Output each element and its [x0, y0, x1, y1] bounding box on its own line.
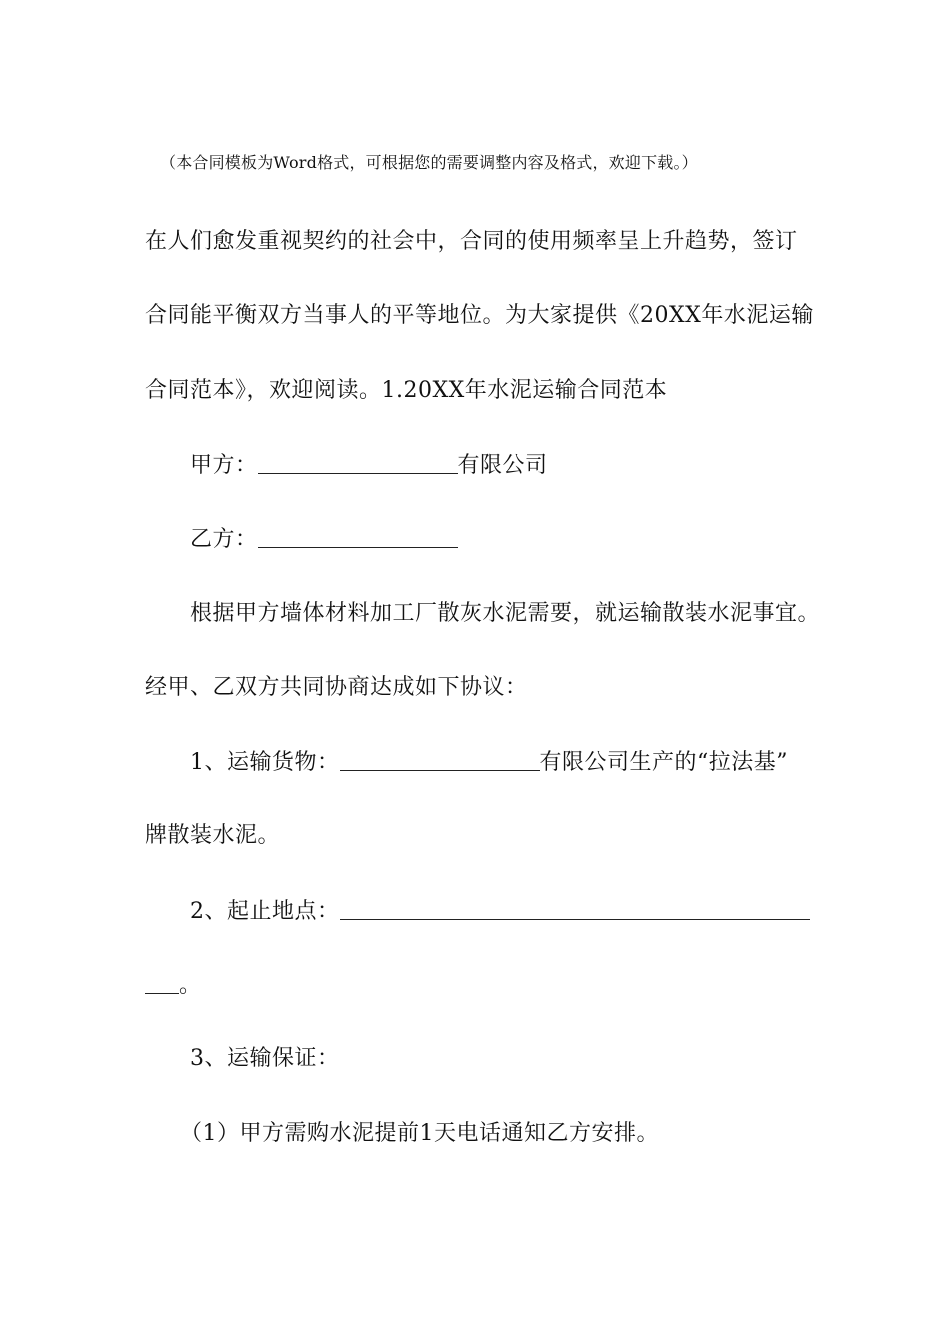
- intro-line-3: 合同范本》，欢迎阅读。1.20XX年水泥运输合同范本: [145, 378, 668, 403]
- intro-line-1: 在人们愈发重视契约的社会中，合同的使用频率呈上升趋势，签订: [145, 229, 798, 254]
- clause-2-blank: [340, 897, 810, 920]
- preamble-line-1: 根据甲方墙体材料加工厂散灰水泥需要，就运输散装水泥事宜。: [190, 601, 821, 626]
- intro-line-2: 合同能平衡双方当事人的平等地位。为大家提供《20XX年水泥运输: [145, 303, 814, 328]
- template-note: （本合同模板为Word格式，可根据您的需要调整内容及格式，欢迎下载。）: [160, 153, 698, 172]
- party-b-blank: [258, 525, 458, 548]
- clause-2-line: [190, 897, 810, 926]
- clause-1-blank: [340, 748, 540, 771]
- clause-3-heading: 3、运输保证：: [190, 1046, 340, 1071]
- clause-2-blank-cont: [145, 971, 179, 994]
- party-a-suffix: 有限公司: [457, 453, 548, 478]
- clause-1-prefix: 1、运输货物：: [190, 750, 340, 775]
- clause-1-line: [190, 748, 788, 777]
- preamble-line-2: 经甲、乙双方共同协商达成如下协议：: [145, 675, 528, 700]
- clause-2-end: 。: [179, 973, 202, 998]
- clause-3-item-1: （1）甲方需购水泥提前1天电话通知乙方安排。: [180, 1121, 659, 1146]
- party-a-blank: [258, 451, 458, 474]
- clause-2-continuation: [145, 971, 202, 1000]
- party-a-label: 甲方：: [190, 453, 258, 478]
- clause-1-continuation: 牌散装水泥。: [145, 823, 281, 848]
- party-a-line: [190, 451, 548, 480]
- party-b-line: [190, 525, 458, 554]
- clause-2-prefix: 2、起止地点：: [190, 899, 340, 924]
- clause-1-suffix: 有限公司生产的“拉法基”: [539, 750, 788, 775]
- party-b-label: 乙方：: [190, 527, 258, 552]
